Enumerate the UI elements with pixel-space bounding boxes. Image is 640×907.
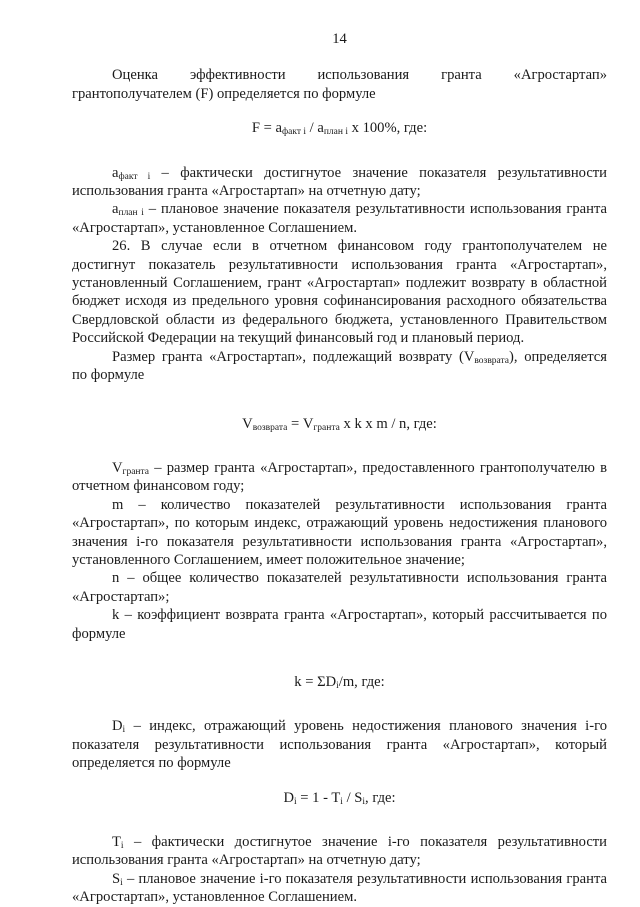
definition-s: $S_i$ – плановое значение i-го показателя результативности использования гранта «Агростартап», установленное Соглашением. — [72, 870, 607, 906]
formula-v: $V_{возврата} = V_{гранта}$ x k x m / n, где: — [242, 415, 437, 433]
paragraph-return-size: Размер гранта «Агростартап», подлежащий возврату $(V_{возврата})$, определяется по формуле — [72, 348, 607, 384]
paragraph-26: 26. В случае если в отчетном финансовом году грантополучателем не достигнут показатель результативности использования гранта «Агростартап», установленный Соглашением, грант «Агростартап» подлежит возврату в областной бюджет исходя из предельного уровня софинансирования расходного обязательства Свердловской области из федерального бюджета, установленного Правительством Российской Федерации на текущий финансовый год и плановый период. — [72, 238, 607, 347]
formula-k: $k = \Sigma D_i/m$, где: — [294, 673, 385, 691]
formula-f: $F = a_{факт i} / a_{план i}$ x 100%, где: — [251, 120, 428, 138]
definition-t: $T_i$ – фактически достигнутое значение i-го показателя результативности использования гранта «Агростартап» на отчетную дату; — [72, 834, 607, 869]
definition-a-plan: $a_{план i}$ – плановое значение показателя результативности использования гранта «Агростартап», установленное Соглашением. — [72, 201, 608, 236]
formula-d: $D_i = 1 - T_i / S_i$, где: — [283, 789, 396, 807]
definition-a-fact: $a_{факт i}$ – фактически достигнутое значение показателя результативности использования гранта «Агростартап» на отчетную дату; — [72, 164, 607, 200]
definition-k: k – коэффициент возврата гранта «Агростартап», который рассчитывается по формуле — [72, 607, 607, 642]
definition-v-grant: $V_{гранта}$ – размер гранта «Агростартап», предоставленного грантополучателю в отчетном финансовом году; — [72, 459, 607, 495]
paragraph-effectiveness: Оценка эффективности использования гранта «Агростартап» грантополучателем (F) определяется по формуле — [72, 67, 607, 102]
definition-d: $D_i$ – индекс, отражающий уровень недостижения планового значения i-го показателя результативности использования гранта «Агростартап», который определяется по формуле — [72, 718, 607, 772]
page-number: 14 — [332, 31, 347, 47]
document-page — [72, 30, 607, 907]
definition-m: m – количество показателей результативности использования гранта «Агростартап», по которым индекс, отражающий уровень недостижения планового значения i-го показателя результативности использования гранта «Агростартап», установленного Соглашением, имеет положительное значение; — [72, 496, 607, 568]
definition-n: n – общее количество показателей результативности использования гранта «Агростартап»; — [72, 570, 607, 605]
